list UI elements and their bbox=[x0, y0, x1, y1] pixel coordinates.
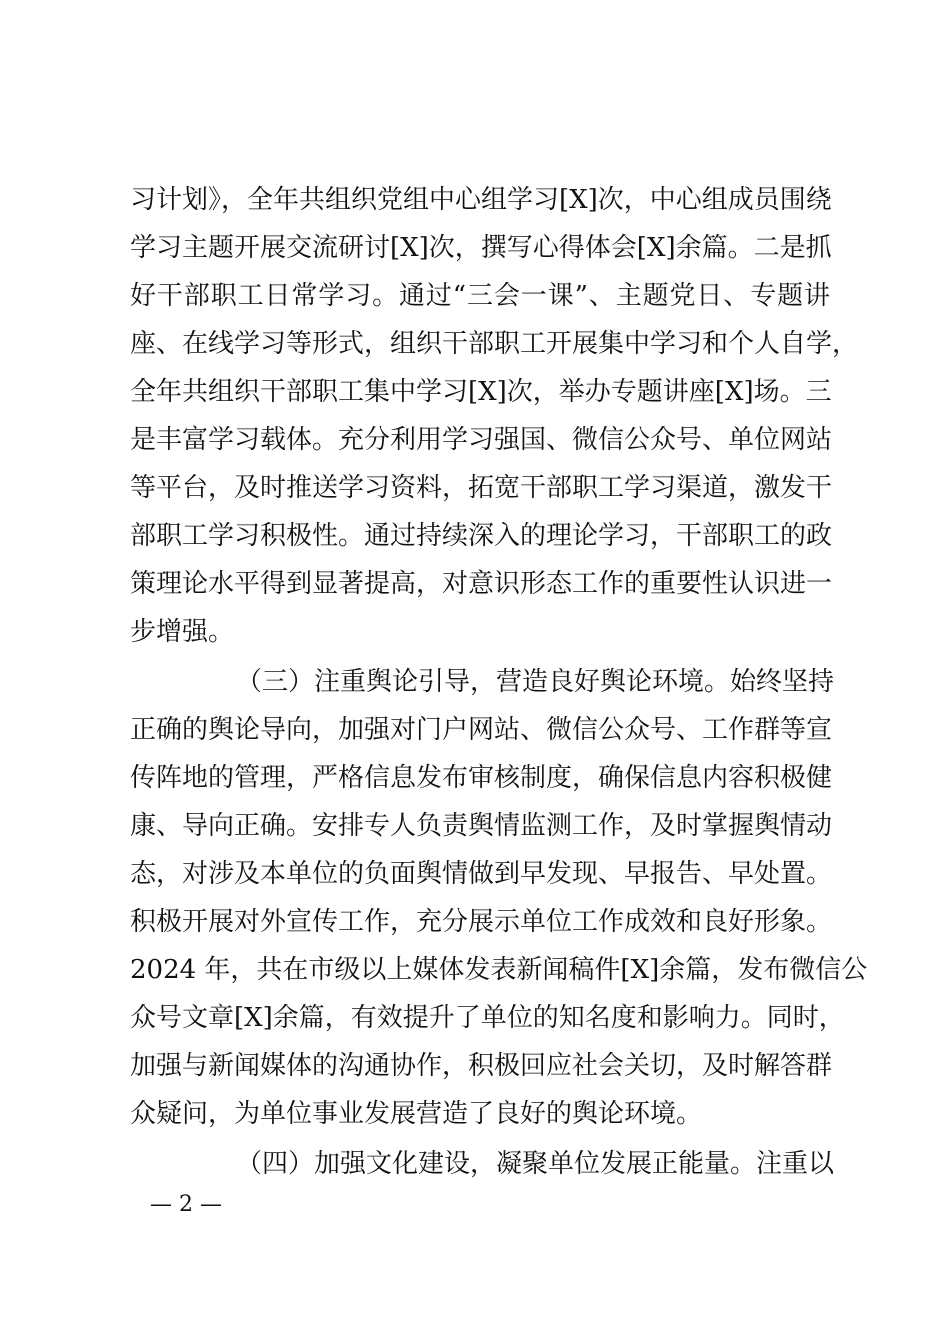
body-text-line: 2024 年，共在市级以上媒体发表新闻稿件[X]余篇，发布微信公 bbox=[130, 955, 868, 985]
body-text-line: 众号文章[X]余篇，有效提升了单位的知名度和影响力。同时， bbox=[130, 1003, 845, 1033]
body-text-line: 态，对涉及本单位的负面舆情做到早发现、早报告、早处置。 bbox=[130, 859, 833, 889]
body-text-line: 好干部职工日常学习。通过“三会一课”、主题党日、专题讲 bbox=[130, 281, 830, 311]
body-text-line: 积极开展对外宣传工作，充分展示单位工作成效和良好形象。 bbox=[130, 907, 833, 937]
body-text-line: 等平台，及时推送学习资料，拓宽干部职工学习渠道，激发干 bbox=[130, 473, 833, 503]
body-text-line: 座、在线学习等形式，组织干部职工开展集中学习和个人自学， bbox=[130, 329, 859, 359]
body-text-line: 步增强。 bbox=[130, 617, 235, 647]
body-text-line: 众疑问，为单位事业发展营造了良好的舆论环境。 bbox=[130, 1099, 703, 1129]
body-text-line: 康、导向正确。安排专人负责舆情监测工作，及时掌握舆情动 bbox=[130, 811, 833, 841]
body-text-line: 部职工学习积极性。通过持续深入的理论学习，干部职工的政 bbox=[130, 521, 833, 551]
body-text-line: 传阵地的管理，严格信息发布审核制度，确保信息内容积极健 bbox=[130, 763, 833, 793]
body-text-line: 加强与新闻媒体的沟通协作，积极回应社会关切，及时解答群 bbox=[130, 1051, 833, 1081]
section-heading-3: （三）注重舆论引导，营造良好舆论环境。始终坚持 bbox=[236, 667, 835, 697]
body-text-line: 正确的舆论导向，加强对门户网站、微信公众号、工作群等宣 bbox=[130, 715, 833, 745]
body-text-line: 学习主题开展交流研讨[X]次，撰写心得体会[X]余篇。二是抓 bbox=[130, 233, 832, 263]
body-text-line: 全年共组织干部职工集中学习[X]次，举办专题讲座[X]场。三 bbox=[130, 377, 832, 407]
section-heading-4: （四）加强文化建设，凝聚单位发展正能量。注重以 bbox=[236, 1149, 835, 1179]
body-text-line: 习计划》，全年共组织党组中心组学习[X]次，中心组成员围绕 bbox=[130, 185, 832, 215]
body-text-line: 是丰富学习载体。充分利用学习强国、微信公众号、单位网站 bbox=[130, 425, 833, 455]
body-text-line: 策理论水平得到显著提高，对意识形态工作的重要性认识进一 bbox=[130, 569, 833, 599]
page-number: — 2 — bbox=[150, 1192, 222, 1217]
